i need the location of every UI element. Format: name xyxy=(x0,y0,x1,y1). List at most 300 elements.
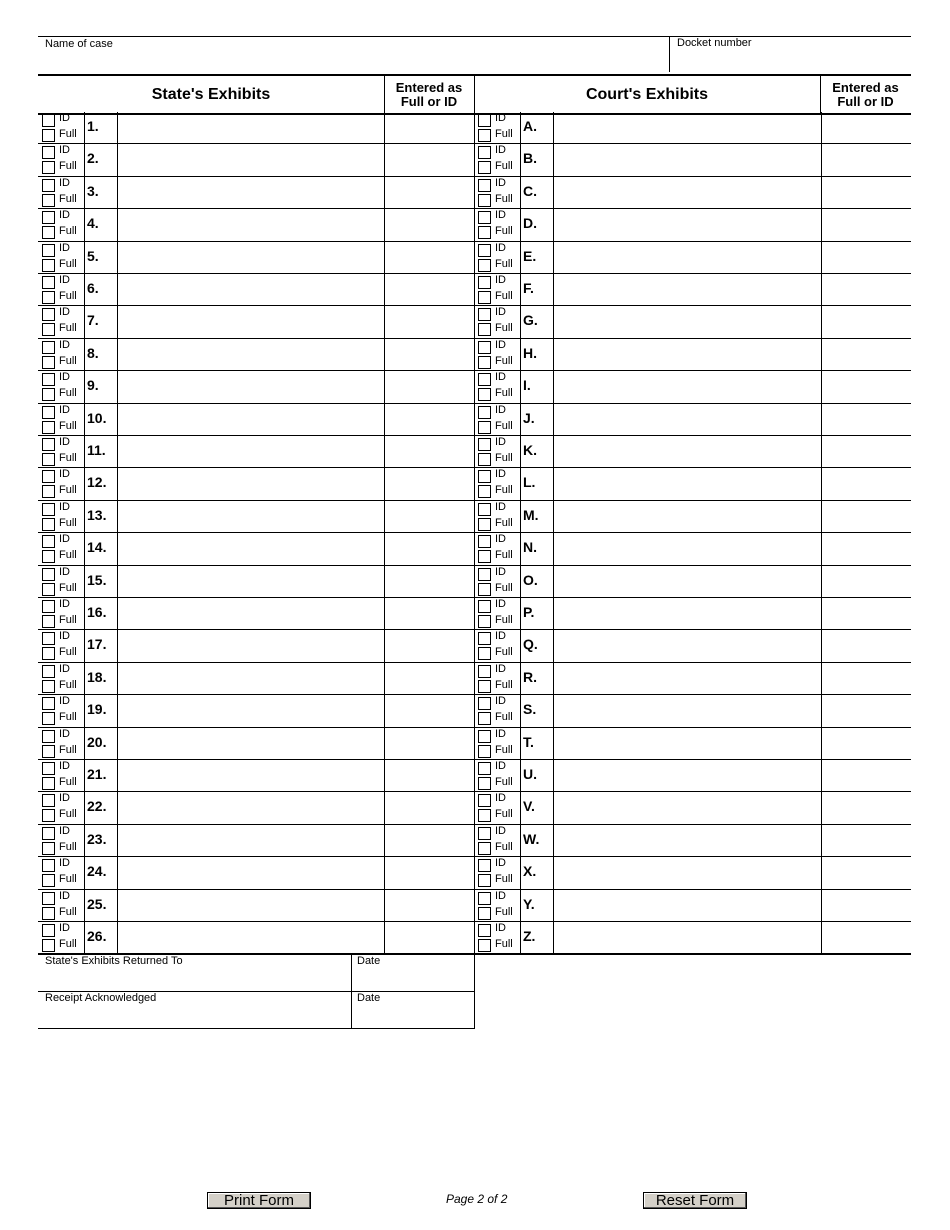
court-exhibit-description-field[interactable] xyxy=(555,146,819,174)
court-exhibit-description-field[interactable] xyxy=(555,406,819,433)
court-exhibit-description-field[interactable] xyxy=(555,244,819,271)
state-full-checkbox[interactable] xyxy=(42,453,55,466)
court-entered-as-field[interactable] xyxy=(823,859,909,887)
id-checkbox-label: ID xyxy=(59,209,70,221)
court-full-checkbox[interactable] xyxy=(478,323,491,336)
state-exhibit-number: 13. xyxy=(87,507,107,523)
state-exhibit-description-field[interactable] xyxy=(119,146,382,174)
court-exhibit-description-field[interactable] xyxy=(555,503,819,530)
court-id-checkbox[interactable] xyxy=(478,276,491,289)
state-exhibit-description-field[interactable] xyxy=(119,308,382,336)
court-full-checkbox[interactable] xyxy=(478,712,491,725)
returned-to-field[interactable] xyxy=(42,970,347,989)
state-id-checkbox[interactable] xyxy=(42,244,55,257)
state-exhibit-description-field[interactable] xyxy=(119,535,382,563)
court-id-checkbox[interactable] xyxy=(478,859,491,872)
state-full-checkbox[interactable] xyxy=(42,939,55,952)
full-checkbox-label: Full xyxy=(59,387,77,399)
court-full-checkbox[interactable] xyxy=(478,874,491,887)
state-exhibit-description-field[interactable] xyxy=(119,600,382,627)
court-exhibit-description-field[interactable] xyxy=(555,114,819,141)
state-entered-as-field[interactable] xyxy=(386,859,472,887)
id-checkbox-label: ID xyxy=(59,792,70,804)
court-id-checkbox[interactable] xyxy=(478,373,491,386)
court-id-checkbox[interactable] xyxy=(478,665,491,678)
state-exhibit-description-field[interactable] xyxy=(119,341,382,368)
court-entered-as-field[interactable] xyxy=(823,600,909,627)
state-exhibit-row xyxy=(38,371,474,404)
court-entered-as-field[interactable] xyxy=(823,892,909,919)
court-full-checkbox[interactable] xyxy=(478,550,491,563)
court-entered-as-field[interactable] xyxy=(823,114,909,141)
court-exhibit-description-field[interactable] xyxy=(555,179,819,206)
state-full-checkbox[interactable] xyxy=(42,647,55,660)
court-full-checkbox[interactable] xyxy=(478,907,491,920)
court-id-checkbox[interactable] xyxy=(478,762,491,775)
state-id-checkbox[interactable] xyxy=(42,535,55,548)
court-id-checkbox[interactable] xyxy=(478,244,491,257)
state-exhibit-description-field[interactable] xyxy=(119,762,382,789)
court-exhibit-row xyxy=(474,728,911,760)
state-id-checkbox[interactable] xyxy=(42,276,55,289)
state-entered-as-field[interactable] xyxy=(386,762,472,789)
court-exhibit-number: Q. xyxy=(523,636,538,652)
court-id-checkbox[interactable] xyxy=(478,535,491,548)
date-column-divider xyxy=(351,955,352,1028)
state-id-checkbox[interactable] xyxy=(42,406,55,419)
court-id-checkbox[interactable] xyxy=(478,438,491,451)
state-id-checkbox[interactable] xyxy=(42,503,55,516)
court-entered-as-field[interactable] xyxy=(823,924,909,951)
court-exhibit-description-field[interactable] xyxy=(555,276,819,303)
state-entered-as-field[interactable] xyxy=(386,697,472,725)
state-entered-as-field[interactable] xyxy=(386,438,472,465)
docket-number-field[interactable] xyxy=(676,50,906,70)
court-id-checkbox[interactable] xyxy=(478,503,491,516)
state-full-checkbox[interactable] xyxy=(42,485,55,498)
court-full-checkbox[interactable] xyxy=(478,388,491,401)
state-id-checkbox[interactable] xyxy=(42,632,55,645)
court-full-checkbox[interactable] xyxy=(478,842,491,855)
state-id-checkbox[interactable] xyxy=(42,146,55,159)
court-full-checkbox[interactable] xyxy=(478,453,491,466)
court-entered-as-field[interactable] xyxy=(823,470,909,498)
id-checkbox-label: ID xyxy=(59,598,70,610)
full-checkbox-label: Full xyxy=(495,160,513,172)
row-divider xyxy=(84,598,85,630)
court-entered-as-field[interactable] xyxy=(823,794,909,822)
state-exhibit-description-field[interactable] xyxy=(119,438,382,465)
court-entered-as-field[interactable] xyxy=(823,244,909,271)
court-exhibit-description-field[interactable] xyxy=(555,470,819,498)
court-entered-as-field[interactable] xyxy=(823,341,909,368)
court-exhibit-description-field[interactable] xyxy=(555,438,819,465)
court-id-checkbox[interactable] xyxy=(478,211,491,224)
row-divider xyxy=(520,339,521,371)
court-exhibit-description-field[interactable] xyxy=(555,632,819,660)
full-checkbox-label: Full xyxy=(495,549,513,561)
court-exhibit-description-field[interactable] xyxy=(555,924,819,951)
court-entered-as-field[interactable] xyxy=(823,373,909,401)
state-exhibit-description-field[interactable] xyxy=(119,632,382,660)
court-full-checkbox[interactable] xyxy=(478,809,491,822)
court-exhibit-row xyxy=(474,630,911,663)
state-id-checkbox[interactable] xyxy=(42,600,55,613)
court-full-checkbox[interactable] xyxy=(478,680,491,693)
state-entered-as-field[interactable] xyxy=(386,827,472,854)
court-id-checkbox[interactable] xyxy=(478,470,491,483)
state-id-checkbox[interactable] xyxy=(42,924,55,937)
id-checkbox-label: ID xyxy=(495,630,506,642)
row-divider xyxy=(84,501,85,533)
full-checkbox-label: Full xyxy=(495,938,513,950)
court-exhibit-description-field[interactable] xyxy=(555,211,819,239)
id-checkbox-label: ID xyxy=(495,890,506,902)
state-exhibit-description-field[interactable] xyxy=(119,179,382,206)
state-entered-as-field[interactable] xyxy=(386,308,472,336)
state-exhibit-description-field[interactable] xyxy=(119,503,382,530)
state-exhibit-number: 19. xyxy=(87,701,107,717)
state-entered-as-field[interactable] xyxy=(386,341,472,368)
row-divider xyxy=(553,922,554,954)
state-full-checkbox[interactable] xyxy=(42,615,55,628)
row-divider xyxy=(117,112,118,144)
state-exhibit-description-field[interactable] xyxy=(119,276,382,303)
full-checkbox-label: Full xyxy=(495,744,513,756)
id-checkbox-label: ID xyxy=(495,468,506,480)
court-id-checkbox[interactable] xyxy=(478,730,491,743)
full-checkbox-label: Full xyxy=(59,938,77,950)
court-exhibit-description-field[interactable] xyxy=(555,308,819,336)
id-checkbox-label: ID xyxy=(495,566,506,578)
state-id-checkbox[interactable] xyxy=(42,827,55,840)
court-id-checkbox[interactable] xyxy=(478,179,491,192)
state-full-checkbox[interactable] xyxy=(42,129,55,142)
court-exhibit-description-field[interactable] xyxy=(555,341,819,368)
row-divider xyxy=(553,630,554,663)
state-id-checkbox[interactable] xyxy=(42,762,55,775)
court-entered-as-field[interactable] xyxy=(823,276,909,303)
court-full-checkbox[interactable] xyxy=(478,777,491,790)
court-id-checkbox[interactable] xyxy=(478,406,491,419)
state-entered-as-field[interactable] xyxy=(386,244,472,271)
state-id-checkbox[interactable] xyxy=(42,794,55,807)
row-divider xyxy=(474,112,475,144)
full-checkbox-label: Full xyxy=(59,776,77,788)
court-id-checkbox[interactable] xyxy=(478,308,491,321)
name-of-case-field[interactable] xyxy=(46,50,661,70)
state-exhibit-description-field[interactable] xyxy=(119,665,382,692)
state-exhibit-description-field[interactable] xyxy=(119,406,382,433)
state-full-checkbox[interactable] xyxy=(42,809,55,822)
state-full-checkbox[interactable] xyxy=(42,226,55,239)
state-entered-as-field[interactable] xyxy=(386,924,472,951)
state-exhibit-description-field[interactable] xyxy=(119,859,382,887)
print-form-button[interactable]: Print Form xyxy=(207,1192,311,1209)
court-entered-as-field[interactable] xyxy=(823,146,909,174)
full-checkbox-label: Full xyxy=(495,225,513,237)
court-entered-as-field[interactable] xyxy=(823,568,909,595)
court-full-checkbox[interactable] xyxy=(478,485,491,498)
state-exhibit-row xyxy=(38,306,474,339)
court-id-checkbox[interactable] xyxy=(478,794,491,807)
court-id-checkbox[interactable] xyxy=(478,146,491,159)
court-entered-as-field[interactable] xyxy=(823,406,909,433)
state-exhibit-description-field[interactable] xyxy=(119,794,382,822)
reset-form-button[interactable]: Reset Form xyxy=(643,1192,747,1209)
state-exhibit-description-field[interactable] xyxy=(119,470,382,498)
state-full-checkbox[interactable] xyxy=(42,550,55,563)
full-checkbox-label: Full xyxy=(495,128,513,140)
state-full-checkbox[interactable] xyxy=(42,842,55,855)
court-entered-as-field[interactable] xyxy=(823,827,909,854)
state-id-checkbox[interactable] xyxy=(42,568,55,581)
row-divider xyxy=(474,468,475,501)
court-entered-as-field[interactable] xyxy=(823,179,909,206)
state-id-checkbox[interactable] xyxy=(42,179,55,192)
court-id-checkbox[interactable] xyxy=(478,568,491,581)
row-divider xyxy=(384,728,385,760)
row-divider xyxy=(117,890,118,922)
court-full-checkbox[interactable] xyxy=(478,615,491,628)
row-divider xyxy=(384,598,385,630)
id-checkbox-label: ID xyxy=(59,566,70,578)
state-full-checkbox[interactable] xyxy=(42,259,55,272)
court-exhibit-row xyxy=(474,533,911,566)
state-entered-as-field[interactable] xyxy=(386,794,472,822)
row-divider xyxy=(384,695,385,728)
row-divider xyxy=(821,144,822,177)
court-entered-as-field[interactable] xyxy=(823,438,909,465)
row-divider xyxy=(384,857,385,890)
state-exhibit-number: 1. xyxy=(87,118,99,134)
row-divider xyxy=(474,760,475,792)
state-exhibit-number: 9. xyxy=(87,377,99,393)
state-entered-as-field[interactable] xyxy=(386,600,472,627)
state-exhibit-description-field[interactable] xyxy=(119,697,382,725)
state-full-checkbox[interactable] xyxy=(42,291,55,304)
row-divider xyxy=(117,792,118,825)
row-divider xyxy=(821,436,822,468)
state-full-checkbox[interactable] xyxy=(42,712,55,725)
row-divider xyxy=(84,857,85,890)
state-id-checkbox[interactable] xyxy=(42,665,55,678)
state-full-checkbox[interactable] xyxy=(42,356,55,369)
court-exhibit-number: L. xyxy=(523,474,536,490)
state-exhibit-description-field[interactable] xyxy=(119,114,382,141)
state-entered-as-field[interactable] xyxy=(386,892,472,919)
state-exhibit-description-field[interactable] xyxy=(119,373,382,401)
state-full-checkbox[interactable] xyxy=(42,745,55,758)
court-full-checkbox[interactable] xyxy=(478,745,491,758)
court-full-checkbox[interactable] xyxy=(478,518,491,531)
state-entered-as-field[interactable] xyxy=(386,470,472,498)
court-id-checkbox[interactable] xyxy=(478,827,491,840)
state-exhibit-description-field[interactable] xyxy=(119,244,382,271)
court-exhibit-description-field[interactable] xyxy=(555,859,819,887)
returned-to-label: State's Exhibits Returned To xyxy=(45,955,183,967)
state-entered-as-field[interactable] xyxy=(386,146,472,174)
state-exhibit-row xyxy=(38,630,474,663)
row-divider xyxy=(821,890,822,922)
court-entered-as-field[interactable] xyxy=(823,665,909,692)
state-full-checkbox[interactable] xyxy=(42,388,55,401)
court-full-checkbox[interactable] xyxy=(478,129,491,142)
full-checkbox-label: Full xyxy=(59,128,77,140)
court-exhibit-description-field[interactable] xyxy=(555,697,819,725)
row-divider xyxy=(117,436,118,468)
court-id-checkbox[interactable] xyxy=(478,892,491,905)
id-checkbox-label: ID xyxy=(495,144,506,156)
state-exhibit-description-field[interactable] xyxy=(119,924,382,951)
state-id-checkbox[interactable] xyxy=(42,697,55,710)
state-full-checkbox[interactable] xyxy=(42,680,55,693)
row-divider xyxy=(553,339,554,371)
state-entered-as-field[interactable] xyxy=(386,568,472,595)
state-entered-as-field[interactable] xyxy=(386,211,472,239)
court-entered-as-field[interactable] xyxy=(823,762,909,789)
court-full-checkbox[interactable] xyxy=(478,194,491,207)
court-exhibit-description-field[interactable] xyxy=(555,600,819,627)
court-id-checkbox[interactable] xyxy=(478,924,491,937)
state-full-checkbox[interactable] xyxy=(42,323,55,336)
state-exhibit-description-field[interactable] xyxy=(119,730,382,757)
state-id-checkbox[interactable] xyxy=(42,211,55,224)
state-id-checkbox[interactable] xyxy=(42,308,55,321)
state-entered-as-field[interactable] xyxy=(386,276,472,303)
state-full-checkbox[interactable] xyxy=(42,518,55,531)
court-id-checkbox[interactable] xyxy=(478,600,491,613)
court-full-checkbox[interactable] xyxy=(478,291,491,304)
court-exhibit-description-field[interactable] xyxy=(555,892,819,919)
court-full-checkbox[interactable] xyxy=(478,939,491,952)
court-exhibit-description-field[interactable] xyxy=(555,568,819,595)
state-exhibit-description-field[interactable] xyxy=(119,827,382,854)
court-id-checkbox[interactable] xyxy=(478,632,491,645)
id-checkbox-label: ID xyxy=(495,728,506,740)
state-id-checkbox[interactable] xyxy=(42,859,55,872)
row-divider xyxy=(821,630,822,663)
court-entered-as-field[interactable] xyxy=(823,697,909,725)
full-checkbox-label: Full xyxy=(59,549,77,561)
state-entered-as-field[interactable] xyxy=(386,373,472,401)
court-id-checkbox[interactable] xyxy=(478,114,491,127)
court-full-checkbox[interactable] xyxy=(478,421,491,434)
row-divider xyxy=(821,695,822,728)
state-entered-as-field[interactable] xyxy=(386,730,472,757)
state-exhibit-number: 3. xyxy=(87,183,99,199)
row-divider xyxy=(553,695,554,728)
court-entered-as-field[interactable] xyxy=(823,308,909,336)
state-id-checkbox[interactable] xyxy=(42,730,55,743)
id-checkbox-label: ID xyxy=(495,857,506,869)
court-entered-as-field[interactable] xyxy=(823,730,909,757)
court-full-checkbox[interactable] xyxy=(478,259,491,272)
receipt-date-field[interactable] xyxy=(354,1007,470,1026)
court-entered-as-field[interactable] xyxy=(823,632,909,660)
court-full-checkbox[interactable] xyxy=(478,226,491,239)
state-id-checkbox[interactable] xyxy=(42,892,55,905)
state-id-checkbox[interactable] xyxy=(42,114,55,127)
state-entered-as-field[interactable] xyxy=(386,665,472,692)
state-exhibit-description-field[interactable] xyxy=(119,892,382,919)
court-entered-as-field[interactable] xyxy=(823,535,909,563)
state-full-checkbox[interactable] xyxy=(42,421,55,434)
court-exhibit-description-field[interactable] xyxy=(555,730,819,757)
state-full-checkbox[interactable] xyxy=(42,194,55,207)
court-id-checkbox[interactable] xyxy=(478,697,491,710)
state-entered-as-field[interactable] xyxy=(386,535,472,563)
state-entered-as-field[interactable] xyxy=(386,632,472,660)
full-checkbox-label: Full xyxy=(495,808,513,820)
full-checkbox-label: Full xyxy=(59,290,77,302)
state-entered-as-field[interactable] xyxy=(386,114,472,141)
row-divider xyxy=(474,728,475,760)
state-entered-as-field[interactable] xyxy=(386,503,472,530)
row-divider xyxy=(821,404,822,436)
id-checkbox-label: ID xyxy=(59,922,70,934)
court-exhibit-description-field[interactable] xyxy=(555,373,819,401)
court-exhibit-number: Z. xyxy=(523,928,536,944)
court-exhibit-row xyxy=(474,922,911,955)
court-full-checkbox[interactable] xyxy=(478,583,491,596)
state-exhibit-row xyxy=(38,436,474,468)
court-exhibit-row xyxy=(474,857,911,890)
row-divider xyxy=(474,630,475,663)
state-full-checkbox[interactable] xyxy=(42,583,55,596)
row-divider xyxy=(384,890,385,922)
court-exhibit-description-field[interactable] xyxy=(555,665,819,692)
state-full-checkbox[interactable] xyxy=(42,874,55,887)
court-entered-as-field[interactable] xyxy=(823,211,909,239)
court-exhibit-row xyxy=(474,371,911,404)
court-exhibit-description-field[interactable] xyxy=(555,827,819,854)
court-full-checkbox[interactable] xyxy=(478,647,491,660)
court-exhibit-description-field[interactable] xyxy=(555,535,819,563)
receipt-acknowledged-field[interactable] xyxy=(42,1007,347,1026)
id-checkbox-label: ID xyxy=(59,371,70,383)
court-exhibit-number: M. xyxy=(523,507,539,523)
court-exhibit-description-field[interactable] xyxy=(555,762,819,789)
state-exhibit-description-field[interactable] xyxy=(119,568,382,595)
state-exhibit-description-field[interactable] xyxy=(119,211,382,239)
row-divider xyxy=(821,663,822,695)
state-id-checkbox[interactable] xyxy=(42,341,55,354)
court-entered-as-field[interactable] xyxy=(823,503,909,530)
state-id-checkbox[interactable] xyxy=(42,470,55,483)
court-exhibit-number: B. xyxy=(523,150,537,166)
row-divider xyxy=(520,144,521,177)
state-entered-as-field[interactable] xyxy=(386,179,472,206)
state-id-checkbox[interactable] xyxy=(42,438,55,451)
docket-number-label: Docket number xyxy=(677,37,752,49)
state-exhibit-number: 12. xyxy=(87,474,107,490)
court-exhibit-row xyxy=(474,112,911,144)
header-divider xyxy=(820,76,821,113)
court-full-checkbox[interactable] xyxy=(478,356,491,369)
full-checkbox-label: Full xyxy=(59,906,77,918)
state-full-checkbox[interactable] xyxy=(42,161,55,174)
court-exhibit-description-field[interactable] xyxy=(555,794,819,822)
state-entered-as-field[interactable] xyxy=(386,406,472,433)
state-id-checkbox[interactable] xyxy=(42,373,55,386)
row-divider xyxy=(553,598,554,630)
court-full-checkbox[interactable] xyxy=(478,161,491,174)
state-full-checkbox[interactable] xyxy=(42,777,55,790)
state-full-checkbox[interactable] xyxy=(42,907,55,920)
return-date-field[interactable] xyxy=(354,970,470,989)
court-id-checkbox[interactable] xyxy=(478,341,491,354)
